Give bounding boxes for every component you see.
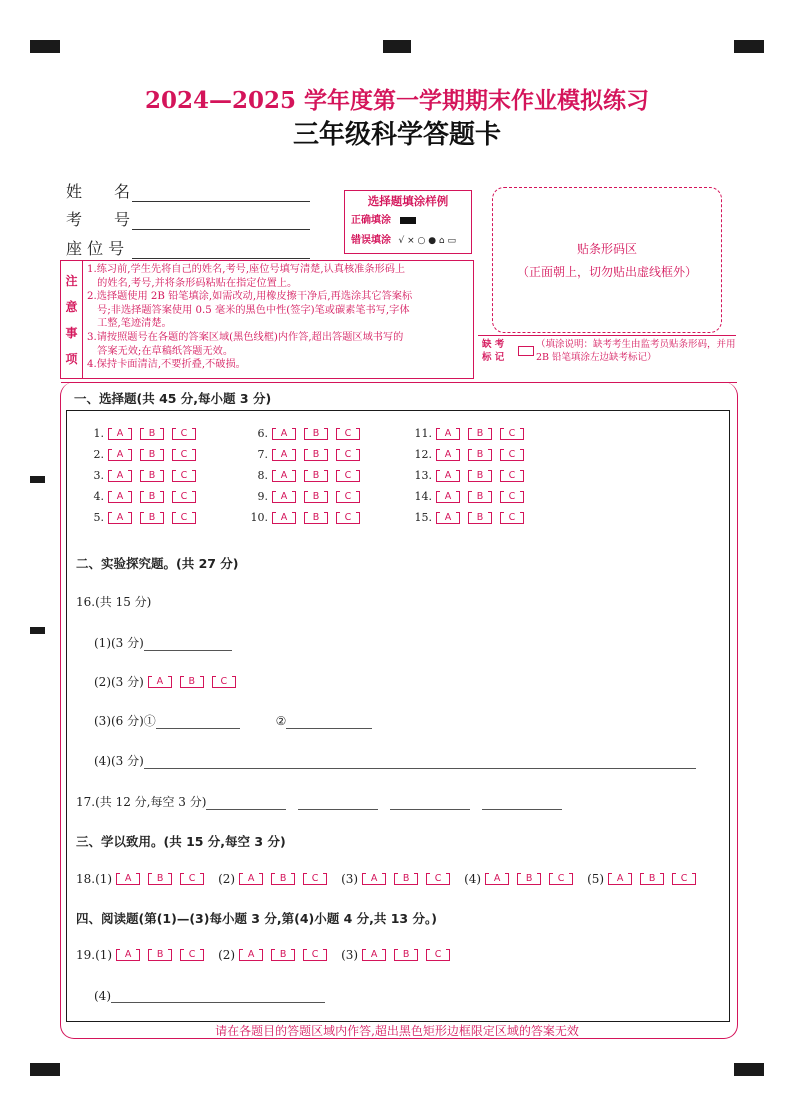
mc-question [246,469,368,482]
seat-number-label: 座 位 号 [66,239,125,258]
section-3-title: 三、学以致用。(共 15 分,每空 3 分) [76,834,286,849]
barcode-area [492,187,722,333]
filled-box-icon [400,217,416,224]
option-b[interactable]: B [468,491,492,503]
barcode-hint: （正面朝上，切勿贴出虚线框外） [516,265,697,279]
q16-part4: (4)(3 分) [94,752,696,769]
question-number: 10. [250,511,268,524]
q16-p4-blank[interactable] [144,756,696,769]
option-a[interactable]: A [608,873,632,885]
registration-mark [30,1063,60,1076]
correct-fill-row [351,211,416,226]
option-a[interactable]: A [436,449,460,461]
question-number: 7. [257,448,268,461]
option-c[interactable]: C [426,949,450,961]
section-2-title: 二、实验探究题。(共 27 分) [76,556,239,571]
option-b[interactable]: B [140,470,164,482]
option-a[interactable]: A [272,512,296,524]
option-b[interactable]: B [304,449,328,461]
question-number: 15. [414,511,432,524]
q16-p1-blank[interactable] [144,638,232,651]
option-a[interactable]: A [108,491,132,503]
q18 [76,872,704,886]
option-b[interactable]: B [140,491,164,503]
question-number: 8. [257,469,268,482]
name-label: 姓 名 [66,182,131,201]
option-a[interactable]: A [272,428,296,440]
option-a[interactable]: A [108,470,132,482]
option-c[interactable]: C [500,428,524,440]
option-b[interactable]: B [304,428,328,440]
question-number: 11. [414,427,432,440]
absence-mark-area [478,335,736,368]
option-b[interactable]: B [304,470,328,482]
option-a[interactable]: A [436,470,460,482]
registration-mark [30,476,45,483]
mc-question [82,448,204,461]
q17-blank-1[interactable] [206,797,286,810]
notes-side-label: 注 意 事 项 [61,261,83,378]
q16-part3: (3)(6 分)① ② [94,712,372,729]
option-c[interactable]: C [172,512,196,524]
option-c[interactable]: C [303,949,327,961]
option-b[interactable]: B [271,873,295,885]
q17-blank-2[interactable] [298,797,378,810]
option-a[interactable]: A [272,491,296,503]
q18-part-label: (3) [341,872,359,886]
option-b[interactable]: B [640,873,664,885]
q18-part-label: (5) [587,872,605,886]
option-c[interactable]: C [500,449,524,461]
q16-title: 16.(共 15 分) [76,595,152,609]
registration-mark [30,627,45,634]
option-c[interactable]: C [180,873,204,885]
q19-part-label: (2) [218,948,236,962]
registration-mark [734,40,764,53]
q19-part4: (4) [94,989,325,1003]
notes-text: 1.练习前,学生先将自己的姓名,考号,座位号填写清楚,认真核准条形码上 的姓名,考号,并将条形码粘贴在指定位置上。 2.选择题使用 2B 铅笔填涂,如需改动,用橡皮擦干净后,再选涂其它答案标 号;非选择题答案使用 0.5 毫米的黑色中性(签字)笔或碳素笔书写,字体 工整,笔迹清楚。 3.请按照题号在各题的答案区域(黑色线框)内作答,超出答题区域书写的 答案无效;在草稿纸答题无效。 4.保持卡面清洁,不要折叠,不破损。 [87,264,413,371]
option-a[interactable]: A [239,949,263,961]
seat-number-line[interactable] [132,240,310,259]
option-c[interactable]: C [500,470,524,482]
question-number: 14. [414,490,432,503]
option-b[interactable]: B [304,512,328,524]
option-a[interactable]: A [239,873,263,885]
q19-part-label: (3) [341,948,359,962]
registration-mark [30,40,60,53]
wrong-marks-icons: √ × ○ ● ⌂ ▭ [398,236,456,246]
section-1-title: 一、选择题(共 45 分,每小题 3 分) [74,391,272,406]
option-a[interactable]: A [148,676,172,688]
mc-question [246,490,368,503]
option-a[interactable]: A [362,949,386,961]
option-c[interactable]: C [336,470,360,482]
option-a[interactable]: A [108,449,132,461]
wrong-fill-row [351,231,456,246]
option-b[interactable]: B [148,949,172,961]
answer-sheet-title: 三年级科学答题卡 [292,120,501,150]
option-c[interactable]: C [500,491,524,503]
q17: 17.(共 12 分,每空 3 分) [76,793,562,810]
option-a[interactable]: A [436,512,460,524]
option-a[interactable]: A [108,512,132,524]
option-c[interactable]: C [172,470,196,482]
option-a[interactable]: A [272,470,296,482]
option-b[interactable]: B [468,449,492,461]
option-c[interactable]: C [172,491,196,503]
exam-number-label: 考 号 [66,210,131,229]
q19 [76,948,458,962]
exam-number-line[interactable] [132,211,310,230]
option-c[interactable]: C [212,676,236,688]
mc-question [410,427,532,440]
q18-label: 18. [76,872,96,886]
question-number: 1. [93,427,104,440]
option-c[interactable]: C [336,512,360,524]
registration-mark [734,1063,764,1076]
question-number: 12. [414,448,432,461]
exam-number-field[interactable] [66,207,310,230]
option-c[interactable]: C [172,428,196,440]
option-b[interactable]: B [140,428,164,440]
mc-question [410,469,532,482]
section-4-title: 四、阅读题(第(1)—(3)每小题 3 分,第(4)小题 4 分,共 13 分。) [76,911,437,926]
option-b[interactable]: B [271,949,295,961]
option-a[interactable]: A [485,873,509,885]
option-b[interactable]: B [180,676,204,688]
option-c[interactable]: C [172,449,196,461]
q19-label: 19. [76,948,96,962]
barcode-label: 贴条形码区 [576,242,637,256]
option-c[interactable]: C [303,873,327,885]
footer-note: 请在各题目的答题区域内作答,超出黑色矩形边框限定区域的答案无效 [215,1024,579,1038]
option-c[interactable]: C [672,873,696,885]
mc-question [246,511,368,524]
fill-sample-title: 选择题填涂样例 [367,194,449,208]
question-number: 5. [93,511,104,524]
option-a[interactable]: A [272,449,296,461]
q16-p3-blank-2[interactable] [286,716,372,729]
fill-sample-box [344,190,472,254]
option-c[interactable]: C [426,873,450,885]
option-c[interactable]: C [336,491,360,503]
option-a[interactable]: A [108,428,132,440]
option-b[interactable]: B [304,491,328,503]
wrong-fill-label: 错误填涂 [351,235,391,246]
q16-part2: (2)(3 分) A B C [94,673,244,690]
q17-blank-3[interactable] [390,797,470,810]
mc-question [82,427,204,440]
mc-question [246,427,368,440]
q19-p4-blank[interactable] [111,990,325,1003]
mc-question [82,469,204,482]
option-a[interactable]: A [116,873,140,885]
question-number: 6. [257,427,268,440]
notes-box [60,260,474,379]
q18-part-label: (4) [464,872,482,886]
option-a[interactable]: A [436,428,460,440]
option-c[interactable]: C [180,949,204,961]
mc-question [410,511,532,524]
question-number: 9. [257,490,268,503]
absence-checkbox[interactable] [518,346,534,356]
registration-mark [383,40,411,53]
exam-title: 2024—2025 学年度第一学期期末作业模拟练习 [144,87,650,114]
option-b[interactable]: B [468,512,492,524]
mc-question [82,490,204,503]
option-b[interactable]: B [468,470,492,482]
q16-part1: (1)(3 分) [94,634,232,651]
option-c[interactable]: C [500,512,524,524]
q18-part-label: (1) [95,872,113,886]
absence-instructions: （填涂说明：缺考考生由监考员贴条形码，并用 2B 铅笔填涂左边缺考标记） [536,339,736,363]
option-c[interactable]: C [549,873,573,885]
option-b[interactable]: B [140,449,164,461]
seat-number-field[interactable] [66,236,310,259]
option-b[interactable]: B [394,873,418,885]
question-number: 4. [93,490,104,503]
name-field[interactable] [66,179,310,202]
mc-question [410,448,532,461]
option-c[interactable]: C [336,428,360,440]
option-a[interactable]: A [436,491,460,503]
mc-question [246,448,368,461]
question-number: 2. [93,448,104,461]
option-b[interactable]: B [517,873,541,885]
option-b[interactable]: B [148,873,172,885]
correct-fill-label: 正确填涂 [351,215,391,226]
q18-part-label: (2) [218,872,236,886]
q17-blank-4[interactable] [482,797,562,810]
q16-p3-blank-1[interactable] [156,716,240,729]
option-b[interactable]: B [468,428,492,440]
mc-question [410,490,532,503]
option-b[interactable]: B [140,512,164,524]
q19-part-label: (1) [95,948,113,962]
option-a[interactable]: A [116,949,140,961]
absence-mark-label: 缺 考 标 记 [482,339,505,363]
option-b[interactable]: B [394,949,418,961]
mc-question [82,511,204,524]
question-number: 13. [414,469,432,482]
option-c[interactable]: C [336,449,360,461]
name-line[interactable] [132,183,310,202]
question-number: 3. [93,469,104,482]
option-a[interactable]: A [362,873,386,885]
